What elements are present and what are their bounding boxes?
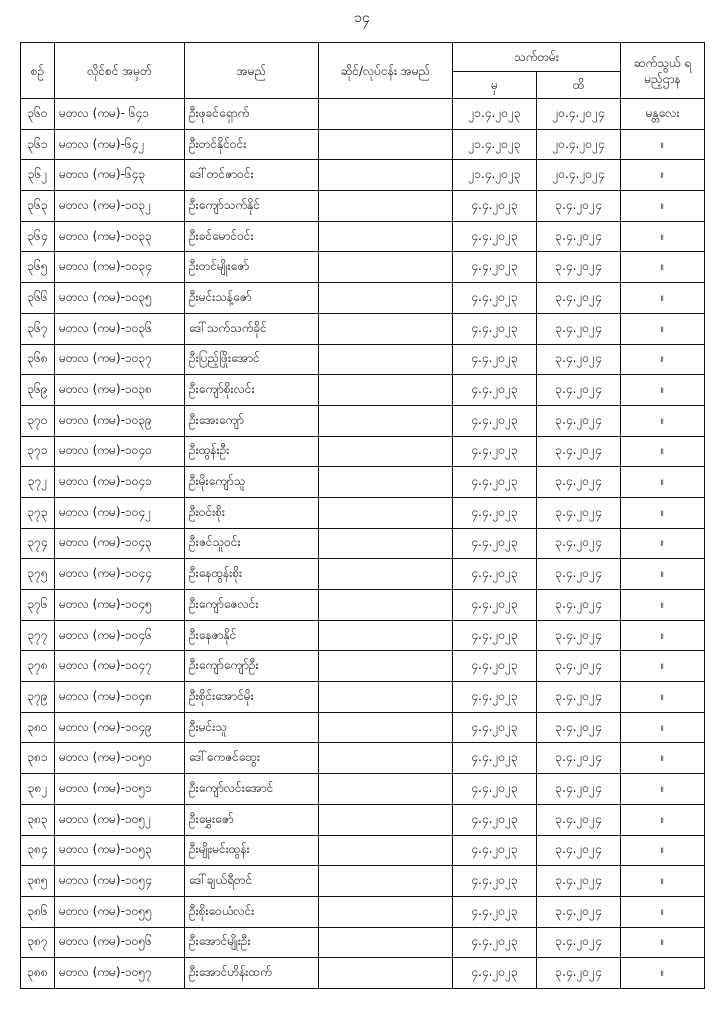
cell-from-date: ၄.၄.၂၀၂၃	[453, 191, 537, 222]
cell-name: ဦးကျော်စိုးလင်း	[185, 375, 319, 406]
header-no: စဉ်	[21, 43, 55, 99]
cell-name: ဦးနေဇာနိုင်	[185, 620, 319, 651]
table-row	[21, 160, 705, 191]
cell-to-date: ၃.၄.၂၀၂၄	[537, 620, 621, 651]
table-row	[21, 252, 705, 283]
table-body	[21, 99, 705, 989]
table-row	[21, 927, 705, 958]
cell-to-date: ၃.၄.၂၀၂၄	[537, 191, 621, 222]
cell-license-no: မတလ (ကမ)-၁၀၄၆	[55, 620, 185, 651]
cell-license-no: မတလ (ကမ)-၁၀၅၃	[55, 835, 185, 866]
cell-shop-name	[319, 191, 453, 222]
table-row	[21, 283, 705, 314]
cell-remark: ။	[621, 191, 705, 222]
cell-name: ဦးနေထွန်းစိုး	[185, 559, 319, 590]
cell-from-date: ၄.၄.၂၀၂၃	[453, 313, 537, 344]
cell-from-date: ၂၁.၄.၂၀၂၃	[453, 99, 537, 130]
header-name: အမည်	[185, 43, 319, 99]
cell-from-date: ၄.၄.၂၀၂၃	[453, 221, 537, 252]
cell-no: ၃၆၅	[21, 252, 55, 283]
cell-from-date: ၄.၄.၂၀၂၃	[453, 559, 537, 590]
cell-shop-name	[319, 927, 453, 958]
cell-license-no: မတလ (ကမ)-၆၄၂	[55, 129, 185, 160]
cell-remark: ။	[621, 682, 705, 713]
header-validity: သက်တမ်း	[453, 43, 621, 72]
cell-name: ဦးကျော်ကျော်ဦး	[185, 651, 319, 682]
cell-name: ဦးကျော်လင်းအောင်	[185, 774, 319, 805]
cell-to-date: ၃.၄.၂၀၂၄	[537, 221, 621, 252]
cell-to-date: ၂၀.၄.၂၀၂၄	[537, 160, 621, 191]
cell-from-date: ၄.၄.၂၀၂၃	[453, 497, 537, 528]
cell-remark: ။	[621, 528, 705, 559]
cell-no: ၃၈၃	[21, 804, 55, 835]
cell-no: ၃၇၂	[21, 467, 55, 498]
cell-no: ၃၆၁	[21, 129, 55, 160]
cell-no: ၃၇၀	[21, 405, 55, 436]
cell-to-date: ၃.၄.၂၀၂၄	[537, 927, 621, 958]
cell-shop-name	[319, 528, 453, 559]
table-row	[21, 958, 705, 989]
table-row	[21, 467, 705, 498]
cell-shop-name	[319, 866, 453, 897]
cell-name: ဦးခင်မောင်ဝင်း	[185, 221, 319, 252]
cell-from-date: ၄.၄.၂၀၂၃	[453, 958, 537, 989]
cell-license-no: မတလ (ကမ)-၁၀၃၇	[55, 344, 185, 375]
table-row	[21, 344, 705, 375]
cell-no: ၃၇၆	[21, 590, 55, 621]
page-number: ၁၄	[354, 10, 370, 26]
cell-remark: ။	[621, 221, 705, 252]
table-row	[21, 375, 705, 406]
cell-remark: ။	[621, 620, 705, 651]
table-row	[21, 590, 705, 621]
table-row	[21, 835, 705, 866]
cell-name: ဦးမင်းသူ	[185, 712, 319, 743]
cell-name: ဦးကျော်ဇေလင်း	[185, 590, 319, 621]
cell-to-date: ၃.၄.၂၀၂၄	[537, 590, 621, 621]
cell-from-date: ၄.၄.၂၀၂၃	[453, 804, 537, 835]
table-row	[21, 620, 705, 651]
cell-shop-name	[319, 620, 453, 651]
cell-shop-name	[319, 590, 453, 621]
cell-remark: ။	[621, 252, 705, 283]
table-row	[21, 191, 705, 222]
table-row	[21, 743, 705, 774]
cell-remark: ။	[621, 313, 705, 344]
cell-no: ၃၆၈	[21, 344, 55, 375]
cell-remark: ။	[621, 283, 705, 314]
cell-remark: ။	[621, 712, 705, 743]
table-row	[21, 712, 705, 743]
cell-no: ၃၇၉	[21, 682, 55, 713]
cell-no: ၃၈၇	[21, 927, 55, 958]
cell-remark: ။	[621, 590, 705, 621]
header-from: မှ	[453, 72, 537, 99]
cell-from-date: ၄.၄.၂၀၂၃	[453, 436, 537, 467]
cell-to-date: ၃.၄.၂၀၂၄	[537, 712, 621, 743]
cell-name: ဦးကျော်သက်နိုင်	[185, 191, 319, 222]
cell-no: ၃၇၇	[21, 620, 55, 651]
cell-remark: ။	[621, 467, 705, 498]
cell-from-date: ၄.၄.၂၀၂၃	[453, 743, 537, 774]
cell-from-date: ၄.၄.၂၀၂၃	[453, 896, 537, 927]
cell-name: ဦးအေးကျော်	[185, 405, 319, 436]
cell-name: ဦးစိုးဝေယံလင်း	[185, 896, 319, 927]
cell-shop-name	[319, 375, 453, 406]
cell-to-date: ၃.၄.၂၀၂၄	[537, 528, 621, 559]
cell-to-date: ၃.၄.၂၀၂၄	[537, 497, 621, 528]
cell-to-date: ၃.၄.၂၀၂၄	[537, 866, 621, 897]
table-row	[21, 221, 705, 252]
cell-remark: ။	[621, 835, 705, 866]
cell-shop-name	[319, 958, 453, 989]
cell-remark: ။	[621, 804, 705, 835]
cell-name: ဦးထွန်းဦး	[185, 436, 319, 467]
cell-from-date: ၄.၄.၂၀၂၃	[453, 252, 537, 283]
cell-to-date: ၃.၄.၂၀၂၄	[537, 682, 621, 713]
cell-license-no: မတလ (ကမ)-၁၀၃၂	[55, 191, 185, 222]
cell-to-date: ၃.၄.၂၀၂၄	[537, 958, 621, 989]
cell-remark: ။	[621, 436, 705, 467]
cell-shop-name	[319, 804, 453, 835]
cell-name: ဦးစိုင်းအောင်မိုး	[185, 682, 319, 713]
cell-license-no: မတလ (ကမ)-၁၀၄၈	[55, 682, 185, 713]
table-row	[21, 774, 705, 805]
cell-shop-name	[319, 160, 453, 191]
cell-license-no: မတလ (ကမ)-၁၀၅၁	[55, 774, 185, 805]
cell-shop-name	[319, 405, 453, 436]
table-row	[21, 436, 705, 467]
cell-no: ၃၈၀	[21, 712, 55, 743]
cell-license-no: မတလ (ကမ)-၁၀၃၉	[55, 405, 185, 436]
table-row	[21, 313, 705, 344]
cell-license-no: မတလ (ကမ)-၁၀၅၄	[55, 866, 185, 897]
cell-no: ၃၆၆	[21, 283, 55, 314]
cell-no: ၃၈၁	[21, 743, 55, 774]
cell-remark: ။	[621, 375, 705, 406]
cell-license-no: မတလ (ကမ)-၁၀၄၂	[55, 497, 185, 528]
cell-remark: ။	[621, 160, 705, 191]
cell-remark: မန္တလေး	[621, 99, 705, 130]
cell-license-no: မတလ (ကမ)-၆၄၃	[55, 160, 185, 191]
cell-remark: ။	[621, 344, 705, 375]
cell-name: ဦးဇင်သူဝင်း	[185, 528, 319, 559]
cell-from-date: ၄.၄.၂၀၂၃	[453, 590, 537, 621]
cell-to-date: ၃.၄.၂၀၂၄	[537, 436, 621, 467]
cell-name: ဦးမင်းသန့်ဇော်	[185, 283, 319, 314]
cell-to-date: ၃.၄.၂၀၂၄	[537, 743, 621, 774]
cell-remark: ။	[621, 559, 705, 590]
cell-to-date: ၃.၄.၂၀၂၄	[537, 313, 621, 344]
cell-license-no: မတလ (ကမ)-၁၀၃၆	[55, 313, 185, 344]
cell-name: ဒေါ်ကေဇင်ထွေး	[185, 743, 319, 774]
cell-from-date: ၄.၄.၂၀၂၃	[453, 866, 537, 897]
table-row	[21, 497, 705, 528]
cell-license-no: မတလ (ကမ)-၁၀၄၉	[55, 712, 185, 743]
header-license-no: လိုင်စင် အမှတ်	[55, 43, 185, 99]
cell-to-date: ၃.၄.၂၀၂၄	[537, 405, 621, 436]
cell-remark: ။	[621, 405, 705, 436]
cell-name: ဦးမိုးကျော်သူ	[185, 467, 319, 498]
table-row	[21, 129, 705, 160]
cell-license-no: မတလ (ကမ)-၁၀၃၃	[55, 221, 185, 252]
cell-from-date: ၄.၄.၂၀၂၃	[453, 283, 537, 314]
cell-license-no: မတလ (ကမ)-၁၀၅၇	[55, 958, 185, 989]
cell-name: ဦးဖုခင်ရှောက်	[185, 99, 319, 130]
cell-shop-name	[319, 129, 453, 160]
cell-remark: ။	[621, 129, 705, 160]
cell-license-no: မတလ (ကမ)-၁၀၃၅	[55, 283, 185, 314]
cell-remark: ။	[621, 774, 705, 805]
cell-name: ဦးမွှေးဇော်	[185, 804, 319, 835]
cell-to-date: ၃.၄.၂၀၂၄	[537, 804, 621, 835]
cell-no: ၃၈၅	[21, 866, 55, 897]
cell-shop-name	[319, 221, 453, 252]
cell-license-no: မတလ (ကမ)-၁၀၅၆	[55, 927, 185, 958]
cell-name: ဒေါ်ချယ်ရီတင်	[185, 866, 319, 897]
cell-no: ၃၆၃	[21, 191, 55, 222]
table-row	[21, 528, 705, 559]
cell-license-no: မတလ (ကမ)-၁၀၃၈	[55, 375, 185, 406]
cell-to-date: ၃.၄.၂၀၂၄	[537, 283, 621, 314]
cell-remark: ။	[621, 651, 705, 682]
cell-name: ဦးတင်နိုင်ဝင်း	[185, 129, 319, 160]
cell-to-date: ၃.၄.၂၀၂၄	[537, 651, 621, 682]
cell-no: ၃၈၈	[21, 958, 55, 989]
table-row	[21, 866, 705, 897]
cell-from-date: ၄.၄.၂၀၂၃	[453, 651, 537, 682]
cell-shop-name	[319, 436, 453, 467]
cell-remark: ။	[621, 743, 705, 774]
cell-no: ၃၇၃	[21, 497, 55, 528]
cell-to-date: ၃.၄.၂၀၂၄	[537, 896, 621, 927]
license-table	[20, 42, 705, 989]
cell-name: ဦးမျိုးမင်းထွန်း	[185, 835, 319, 866]
cell-from-date: ၄.၄.၂၀၂၃	[453, 344, 537, 375]
cell-license-no: မတလ (ကမ)-၁၀၄၅	[55, 590, 185, 621]
cell-from-date: ၂၁.၄.၂၀၂၃	[453, 129, 537, 160]
cell-no: ၃၈၆	[21, 896, 55, 927]
cell-no: ၃၆၉	[21, 375, 55, 406]
cell-license-no: မတလ (ကမ)-၁၀၄၄	[55, 559, 185, 590]
table-row	[21, 682, 705, 713]
cell-remark: ။	[621, 958, 705, 989]
cell-no: ၃၆၇	[21, 313, 55, 344]
cell-license-no: မတလ (ကမ)-၁၀၄၁	[55, 467, 185, 498]
cell-to-date: ၂၀.၄.၂၀၂၄	[537, 129, 621, 160]
cell-shop-name	[319, 344, 453, 375]
cell-to-date: ၃.၄.၂၀၂၄	[537, 774, 621, 805]
header-remark: ဆက်သွယ် ရမည့်ဌာန	[621, 43, 705, 99]
cell-shop-name	[319, 559, 453, 590]
cell-name: ဦးအောင်ဟိန်းထက်	[185, 958, 319, 989]
cell-shop-name	[319, 743, 453, 774]
table-row	[21, 99, 705, 130]
cell-from-date: ၄.၄.၂၀၂၃	[453, 375, 537, 406]
cell-from-date: ၄.၄.၂၀၂၃	[453, 927, 537, 958]
cell-to-date: ၃.၄.၂၀၂၄	[537, 252, 621, 283]
cell-remark: ။	[621, 497, 705, 528]
cell-to-date: ၃.၄.၂၀၂၄	[537, 375, 621, 406]
table-row	[21, 804, 705, 835]
cell-license-no: မတလ (ကမ)- ၆၄၁	[55, 99, 185, 130]
cell-remark: ။	[621, 866, 705, 897]
cell-license-no: မတလ (ကမ)-၁၀၅၂	[55, 804, 185, 835]
header-shop-name: ဆိုင်/လုပ်ငန်း အမည်	[319, 43, 453, 99]
cell-name: ဦးပြည့်ဖြိုးအောင်	[185, 344, 319, 375]
cell-license-no: မတလ (ကမ)-၁၀၃၄	[55, 252, 185, 283]
cell-license-no: မတလ (ကမ)-၁၀၄၀	[55, 436, 185, 467]
cell-name: ဒေါ်သက်သက်ခိုင်	[185, 313, 319, 344]
cell-no: ၃၆၄	[21, 221, 55, 252]
cell-no: ၃၈၄	[21, 835, 55, 866]
cell-from-date: ၄.၄.၂၀၂၃	[453, 620, 537, 651]
cell-license-no: မတလ (ကမ)-၁၀၄၇	[55, 651, 185, 682]
cell-shop-name	[319, 651, 453, 682]
cell-shop-name	[319, 896, 453, 927]
cell-from-date: ၄.၄.၂၀၂၃	[453, 528, 537, 559]
cell-no: ၃၈၂	[21, 774, 55, 805]
cell-remark: ။	[621, 896, 705, 927]
cell-no: ၃၇၅	[21, 559, 55, 590]
cell-name: ဒေါ်တင်ဇာဝင်း	[185, 160, 319, 191]
cell-name: ဦးအောင်မျိုးဦး	[185, 927, 319, 958]
cell-shop-name	[319, 467, 453, 498]
cell-shop-name	[319, 283, 453, 314]
cell-from-date: ၄.၄.၂၀၂၃	[453, 682, 537, 713]
cell-shop-name	[319, 774, 453, 805]
cell-to-date: ၂၀.၄.၂၀၂၄	[537, 99, 621, 130]
cell-from-date: ၂၁.၄.၂၀၂၃	[453, 160, 537, 191]
cell-from-date: ၄.၄.၂၀၂၃	[453, 835, 537, 866]
cell-shop-name	[319, 99, 453, 130]
cell-no: ၃၆၀	[21, 99, 55, 130]
cell-license-no: မတလ (ကမ)-၁၀၄၃	[55, 528, 185, 559]
cell-to-date: ၃.၄.၂၀၂၄	[537, 344, 621, 375]
cell-from-date: ၄.၄.၂၀၂၃	[453, 405, 537, 436]
cell-no: ၃၇၈	[21, 651, 55, 682]
cell-no: ၃၇၄	[21, 528, 55, 559]
cell-from-date: ၄.၄.၂၀၂၃	[453, 467, 537, 498]
cell-shop-name	[319, 835, 453, 866]
cell-no: ၃၆၂	[21, 160, 55, 191]
cell-name: ဦးဝင်းစိုး	[185, 497, 319, 528]
cell-shop-name	[319, 682, 453, 713]
cell-remark: ။	[621, 927, 705, 958]
cell-shop-name	[319, 313, 453, 344]
cell-from-date: ၄.၄.၂၀၂၃	[453, 774, 537, 805]
cell-from-date: ၄.၄.၂၀၂၃	[453, 712, 537, 743]
table-row	[21, 559, 705, 590]
cell-to-date: ၃.၄.၂၀၂၄	[537, 835, 621, 866]
cell-to-date: ၃.၄.၂၀၂၄	[537, 559, 621, 590]
cell-shop-name	[319, 497, 453, 528]
cell-shop-name	[319, 252, 453, 283]
cell-name: ဦးတင်မျိုးဇော်	[185, 252, 319, 283]
cell-shop-name	[319, 712, 453, 743]
header-to: ထိ	[537, 72, 621, 99]
cell-license-no: မတလ (ကမ)-၁၀၅၅	[55, 896, 185, 927]
cell-no: ၃၇၁	[21, 436, 55, 467]
table-row	[21, 896, 705, 927]
cell-license-no: မတလ (ကမ)-၁၀၅၀	[55, 743, 185, 774]
table-row	[21, 405, 705, 436]
table-row	[21, 651, 705, 682]
cell-to-date: ၃.၄.၂၀၂၄	[537, 467, 621, 498]
